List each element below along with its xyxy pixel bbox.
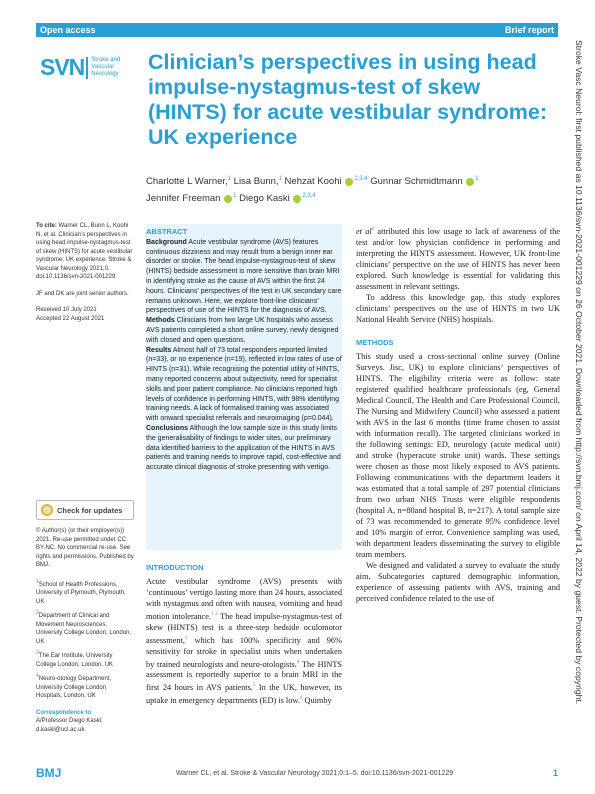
download-sidebar: Stroke Vasc Neurol: first published as 10.1136/svn-2021-001229 on 26 October 2021. Downloaded from http://svn.bmj.com/ on April 14, 2022 by guest. Protected by copyright.	[574, 40, 584, 705]
joint-authors-note: JF and DK are joint senior authors.	[36, 290, 129, 297]
article-type-label: Brief report	[504, 25, 554, 35]
abstract-heading: ABSTRACT	[146, 227, 188, 236]
affiliation: $^4$Neuro-otology Department, University College London Hospitals, London, UK	[36, 673, 112, 699]
article-title: Clinician’s perspectives in using head impulse-nystagmus-test of skew (HINTS) for acute vestibular syndrome: UK experience	[148, 50, 548, 149]
copyright-note: © Author(s) (or their employer(s)) 2021. Re-use permitted under CC BY-NC. No commercial re-use. See rights and permissions. Published by BMJ.	[36, 528, 134, 568]
orcid-icon[interactable]	[224, 195, 232, 203]
methods-heading: METHODS	[356, 337, 394, 347]
author-list: Charlotte L Warner,$^1$ Lisa Bunn,$^1$ Nehzat Koohi $^{2,3,4}$ Gunnar Schmidtmann $^1$ Jennifer Freeman $^1$ Diego Kaski $^{2,3,4}$	[146, 176, 479, 205]
orcid-icon[interactable]	[466, 178, 474, 186]
abstract-results: Results Almost half of 73 total responders reported limited (n=33), or no experience (n=19), reflected in low rates of use of HINTS (n=31). While recognising the potential utility of HINTS, many reported concerns about subjectivity, need for specialist skills and poor patient compliance. No clinicians reported high levels of confidence in performing HINTS, with 98% identifying training needs. A lack of formalised training was associated with onward specialist referrals and neuroimaging (p=0.044).	[146, 346, 342, 423]
introduction-paragraph: Acute vestibular syndrome (AVS) presents with ‘continuous’ vertigo lasting more than 24 hours, associated with nystagmus and often with nausea, vomiting and head motion intolerance.$^{1 2}$ The head impulse-nystagmus-test of skew (HINTS) test is a three-step bedside oculomotor assessment,$^3$ which has 100% specificity and 96% sensitivity for stroke in specialist units when undertaken by trained neurologists and neuro-otologists.$^4$ The HINTS assessment is reportedly superior to a brain MRI in the first 24 hours in AVS patients.$^5$ In the UK, however, its uptake in emergency departments (ED) is low.$^6$ Quimby	[146, 577, 343, 705]
header-bar	[36, 23, 558, 37]
cite-block: To cite: Warner CL, Bunn L, Koohi N, et al. Clinician’s perspectives in using head impulse-nystagmus-test of skew (HINTS) for acute vestibular syndrome: UK experience. Stroke & Vascular Neurology 2021;0. doi:10.1136/svn-2021-001229	[36, 223, 133, 280]
correspondence[interactable]: A/Professor Diego Kaski; d.kaski@ucl.ac.uk	[36, 718, 103, 733]
open-access-label: Open access	[40, 25, 96, 35]
abstract-background: Background Acute vestibular syndrome (AVS) features continuous dizziness and may result from a benign inner ear disorder or stroke. The head impulse-nystagmus-test of skew (HINTS) bedside assessment is more sensitive than brain MRI in identifying stroke as the cause of AVS within the first 24 hours. Clinicians’ perspectives of the test in UK secondary care remains unknown. Here, we explore front-line clinicians’ perspectives of use of the HINTS for the diagnosis of AVS.	[146, 238, 342, 315]
methods-paragraph-1: This study used a cross-sectional online survey (Online Surveys. Jisc, UK) to explore clinicians’ perspectives of HINTS. The eligibility criteria were as follow: state registered qualified healthcare professionals (eg, General Medical Council, The Health and Care Professional Council, The Nursing and Midwifery Council) who assessed a patient with AVS in the last 6 months (time frame chosen to assist with information recall). The targeted clinicians worked in the following settings: ED, neurology (acute medical unit) and stroke (hyperacute stroke unit) wards. These settings were chosen as those most likely exposed to AVS patients. Following communications with the department leaders it was estimated that a total sample of 297 potential clinicians from two urban NHS Trusts were eligible respondents (hospital A, n=80and hospital B, n=217). A total sample size of 73 was recommended to generate 95% confidence level and 10% margin of error. Convenience sampling was used, with department leaders disseminating the survey to eligible team members.	[356, 351, 560, 559]
logo-subtitle: Stroke and Vascular Neurology	[91, 57, 121, 77]
article-info-column	[36, 222, 134, 331]
introduction-continued: et $al^6$ attributed this low usage to lack of awareness of the test and/or low physician confidence in performing and interpreting the HINTS assessment. However, UK front-line clinicians’ perspective on the use of HINTS has never been explored. Such knowledge is essential for validating this assessment in relevant settings.	[356, 226, 561, 291]
introduction-section	[146, 562, 342, 706]
abstract-conclusions: Conclusions Although the low sample size in this study limits the generalisability of findings to wider sites, our preliminary data identified barriers to the application of the HINTS in AVS patients and training needs to improve rapid, cost-effective and accurate clinical diagnosis of stroke presenting with vertigo.	[146, 424, 341, 472]
page-number: 1	[552, 768, 558, 778]
orcid-icon[interactable]	[345, 178, 353, 186]
abstract-box	[146, 224, 342, 550]
check-for-updates-button[interactable]: Check for updates	[36, 500, 134, 520]
license-and-affiliations	[36, 527, 134, 734]
affiliation: $^1$School of Health Professions, University of Plymouth, Plymouth, UK	[36, 578, 126, 605]
update-icon	[41, 504, 53, 516]
footer-citation: Warner CL, et al. Stroke & Vascular Neurology 2021;0:1–5. doi:10.1136/svn-2021-001229	[175, 769, 454, 777]
affiliation: $^3$The Ear Institute, University College London, London, UK	[36, 650, 114, 668]
right-column	[356, 224, 560, 604]
abstract-methods: Methods Clinicians from two large UK hospitals who assess AVS patients completed a short online survey, newly designed with closed and open questions.	[146, 317, 339, 344]
correspondence-heading: Correspondence to	[36, 709, 92, 716]
bmj-logo: BMJ	[36, 766, 62, 780]
affiliation: $^2$Department of Clinical and Movement Neurosciences, University College London, London, UK	[36, 610, 132, 645]
dates-block: Received 10 July 2021 Accepted 22 August 2021	[36, 307, 105, 322]
logo-divider	[86, 57, 88, 79]
logo-mark: SVN	[40, 54, 85, 80]
methods-paragraph-2: We designed and validated a survey to evaluate the study aim. Subcategories captured demographic information, experience of assessing patients with AVS, training and perceived confidence related to the use of	[356, 560, 560, 603]
orcid-icon[interactable]	[293, 195, 301, 203]
journal-logo	[40, 54, 120, 81]
introduction-paragraph-2: To address this knowledge gap, this study explores clinicians’ perspectives on the use of HINTS in two UK National Health Service (NHS) hospitals.	[356, 292, 560, 324]
page-footer	[36, 766, 558, 780]
introduction-heading: INTRODUCTION	[146, 563, 204, 572]
